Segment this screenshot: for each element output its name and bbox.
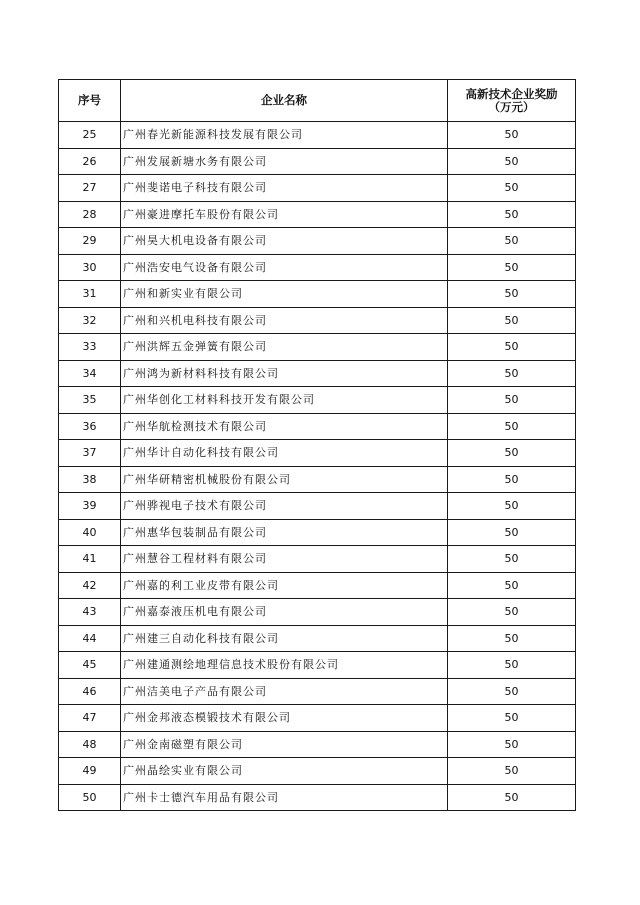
- award-amount-cell: 50: [448, 413, 576, 440]
- company-name-cell: 广州和兴机电科技有限公司: [121, 307, 448, 334]
- table-row: [59, 122, 576, 149]
- company-name-cell: 广州华航检测技术有限公司: [121, 413, 448, 440]
- award-amount-cell: 50: [448, 281, 576, 308]
- award-amount-cell: 50: [448, 731, 576, 758]
- table-row: [59, 493, 576, 520]
- table-row: [59, 546, 576, 573]
- award-amount-cell: 50: [448, 493, 576, 520]
- award-amount-cell: 50: [448, 546, 576, 573]
- row-index-cell: 42: [59, 572, 121, 599]
- table-row: [59, 175, 576, 202]
- company-name-cell: 广州斐诺电子科技有限公司: [121, 175, 448, 202]
- table-row: [59, 758, 576, 785]
- row-index-cell: 28: [59, 201, 121, 228]
- company-name-cell: 广州浩安电气设备有限公司: [121, 254, 448, 281]
- row-index-cell: 29: [59, 228, 121, 255]
- award-amount-cell: 50: [448, 466, 576, 493]
- award-amount-cell: 50: [448, 705, 576, 732]
- table-row: [59, 254, 576, 281]
- award-amount-cell: 50: [448, 678, 576, 705]
- document-page: [58, 79, 575, 811]
- award-table: [58, 79, 576, 811]
- award-amount-cell: 50: [448, 122, 576, 149]
- row-index-cell: 40: [59, 519, 121, 546]
- award-amount-cell: 50: [448, 360, 576, 387]
- company-name-cell: 广州金邦液态模锻技术有限公司: [121, 705, 448, 732]
- table-row: [59, 519, 576, 546]
- company-name-cell: 广州洁美电子产品有限公司: [121, 678, 448, 705]
- table-row: [59, 652, 576, 679]
- table-row: [59, 281, 576, 308]
- table-row: [59, 678, 576, 705]
- award-amount-cell: 50: [448, 254, 576, 281]
- row-index-cell: 43: [59, 599, 121, 626]
- company-name-cell: 广州豪进摩托车股份有限公司: [121, 201, 448, 228]
- row-index-cell: 26: [59, 148, 121, 175]
- table-row: [59, 466, 576, 493]
- table-body: [59, 122, 576, 811]
- award-amount-cell: 50: [448, 784, 576, 811]
- award-amount-cell: 50: [448, 201, 576, 228]
- table-header: [59, 80, 576, 122]
- award-amount-cell: 50: [448, 148, 576, 175]
- row-index-cell: 38: [59, 466, 121, 493]
- row-index-cell: 30: [59, 254, 121, 281]
- row-index-cell: 49: [59, 758, 121, 785]
- award-amount-cell: 50: [448, 334, 576, 361]
- company-name-cell: 广州金南磁塑有限公司: [121, 731, 448, 758]
- company-name-cell: 广州惠华包装制品有限公司: [121, 519, 448, 546]
- table-row: [59, 148, 576, 175]
- company-name-cell: 广州卡士德汽车用品有限公司: [121, 784, 448, 811]
- company-name-cell: 广州建三自动化科技有限公司: [121, 625, 448, 652]
- company-name-cell: 广州鸿为新材料科技有限公司: [121, 360, 448, 387]
- award-amount-cell: 50: [448, 175, 576, 202]
- row-index-cell: 27: [59, 175, 121, 202]
- row-index-cell: 31: [59, 281, 121, 308]
- row-index-cell: 39: [59, 493, 121, 520]
- row-index-cell: 34: [59, 360, 121, 387]
- table-row: [59, 307, 576, 334]
- table-row: [59, 201, 576, 228]
- table-row: [59, 228, 576, 255]
- table-row: [59, 360, 576, 387]
- row-index-cell: 41: [59, 546, 121, 573]
- row-index-cell: 32: [59, 307, 121, 334]
- table-row: [59, 440, 576, 467]
- row-index-cell: 48: [59, 731, 121, 758]
- table-row: [59, 334, 576, 361]
- row-index-cell: 37: [59, 440, 121, 467]
- award-amount-cell: 50: [448, 625, 576, 652]
- award-amount-cell: 50: [448, 572, 576, 599]
- table-row: [59, 731, 576, 758]
- company-name-cell: 广州嘉泰液压机电有限公司: [121, 599, 448, 626]
- table-row: [59, 599, 576, 626]
- award-amount-cell: 50: [448, 307, 576, 334]
- company-name-cell: 广州晶绘实业有限公司: [121, 758, 448, 785]
- header-award-amount: [448, 80, 576, 122]
- company-name-cell: 广州华计自动化科技有限公司: [121, 440, 448, 467]
- table-row: [59, 784, 576, 811]
- row-index-cell: 25: [59, 122, 121, 149]
- award-amount-cell: 50: [448, 440, 576, 467]
- table-row: [59, 625, 576, 652]
- company-name-cell: 广州春光新能源科技发展有限公司: [121, 122, 448, 149]
- row-index-cell: 47: [59, 705, 121, 732]
- table-row: [59, 572, 576, 599]
- row-index-cell: 35: [59, 387, 121, 414]
- company-name-cell: 广州和新实业有限公司: [121, 281, 448, 308]
- row-index-cell: 46: [59, 678, 121, 705]
- award-amount-cell: 50: [448, 758, 576, 785]
- award-amount-cell: 50: [448, 652, 576, 679]
- award-amount-cell: 50: [448, 228, 576, 255]
- award-amount-cell: 50: [448, 519, 576, 546]
- company-name-cell: 广州建通测绘地理信息技术股份有限公司: [121, 652, 448, 679]
- header-award-amount-line1: 高新技术企业奖励: [465, 86, 558, 101]
- header-row: [59, 80, 576, 122]
- row-index-cell: 50: [59, 784, 121, 811]
- row-index-cell: 36: [59, 413, 121, 440]
- table-row: [59, 387, 576, 414]
- row-index-cell: 33: [59, 334, 121, 361]
- award-amount-cell: 50: [448, 599, 576, 626]
- award-amount-cell: 50: [448, 387, 576, 414]
- company-name-cell: 广州慧谷工程材料有限公司: [121, 546, 448, 573]
- company-name-cell: 广州昊大机电设备有限公司: [121, 228, 448, 255]
- company-name-cell: 广州洪辉五金弹簧有限公司: [121, 334, 448, 361]
- row-index-cell: 44: [59, 625, 121, 652]
- company-name-cell: 广州发展新塘水务有限公司: [121, 148, 448, 175]
- company-name-cell: 广州华创化工材料科技开发有限公司: [121, 387, 448, 414]
- company-name-cell: 广州骅视电子技术有限公司: [121, 493, 448, 520]
- header-award-amount-line2: （万元）: [488, 99, 535, 114]
- table-row: [59, 413, 576, 440]
- table-row: [59, 705, 576, 732]
- row-index-cell: 45: [59, 652, 121, 679]
- company-name-cell: 广州嘉的利工业皮带有限公司: [121, 572, 448, 599]
- header-company-name: 企业名称: [121, 80, 448, 122]
- header-index: 序号: [59, 80, 121, 122]
- company-name-cell: 广州华研精密机械股份有限公司: [121, 466, 448, 493]
